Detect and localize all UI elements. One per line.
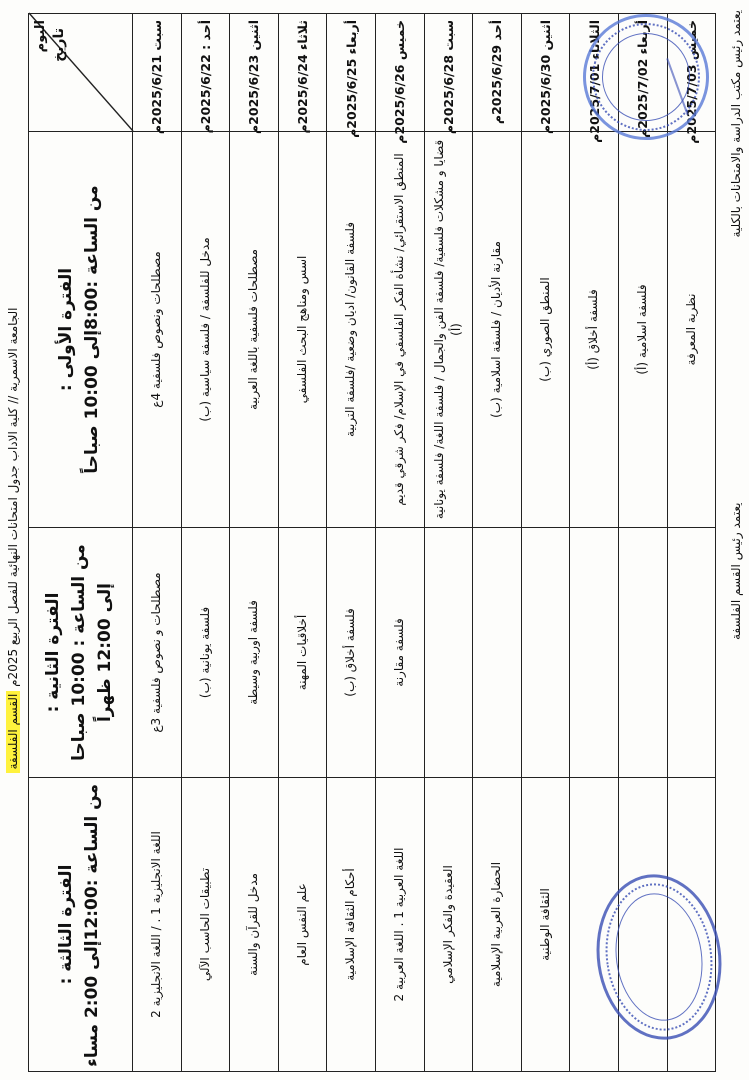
exams-office-signature: يعتمد رئيس مكتب الدراسة والامتحانات بالكلية xyxy=(729,10,743,238)
header-day-label: اليوم xyxy=(33,20,48,53)
row-date: اثنين 2025/6/30م xyxy=(521,14,570,132)
period-1-exam: فلسفة القانون/ اديان وضعية /فلسفة التربية xyxy=(327,132,376,528)
period-2-exam xyxy=(618,528,667,778)
period-2-exam: أخلاقيات المهنة xyxy=(278,528,327,778)
table-header-row xyxy=(29,14,133,1072)
header-period-1: الفترة الأولى : من الساعة :8:00إلى 10:00 صباحاً xyxy=(29,132,133,528)
table-row xyxy=(424,14,473,1072)
title-schedule: جدول امتحانات النهائية للفصل الربيع 2025م xyxy=(6,465,20,687)
row-date: اثنين 2025/6/23م xyxy=(230,14,279,132)
period-2-exam: فلسفة مقارنة xyxy=(375,528,424,778)
table-row xyxy=(181,14,230,1072)
period-2-exam xyxy=(667,528,716,778)
row-date: سبت 2025/6/28م xyxy=(424,14,473,132)
period-3-exam: تطبيقات الحاسب الآلي xyxy=(181,778,230,1072)
row-date: أحد : 2025/6/22م xyxy=(181,14,230,132)
period-3-exam: اللغة العربية 1 . اللغة العربية 2 xyxy=(375,778,424,1072)
table-row xyxy=(327,14,376,1072)
period-1-exam: مدخل للفلسفة / فلسفة سياسية (ب) xyxy=(181,132,230,528)
period-3-exam: أحكام الثقافة الإسلامية xyxy=(327,778,376,1072)
period-2-exam: فلسفة يونانية (ب) xyxy=(181,528,230,778)
row-date: ثلاثاء 2025/6/24م xyxy=(278,14,327,132)
period-1-exam: مصطلحات ونصوص فلسفية 4ع xyxy=(133,132,182,528)
period-3-exam: الثقافة الوطنية xyxy=(521,778,570,1072)
table-row xyxy=(375,14,424,1072)
period-1-exam: فلسفة اسلامية (أ) xyxy=(618,132,667,528)
period-2-exam xyxy=(521,528,570,778)
table-row xyxy=(521,14,570,1072)
header-date xyxy=(29,14,133,132)
period-3-exam: الحضارة العربية الإسلامية xyxy=(473,778,522,1072)
row-date: سبت 2025/6/21م xyxy=(133,14,182,132)
period-3-exam: اللغة الانجليزية 1 . / اللغة الانجليزية 2 xyxy=(133,778,182,1072)
department-head-signature: يعتمد رئيس القسم الفلسفة xyxy=(729,502,743,640)
period-1-exam: المنطق الاستقرائي/ نشأة الفكر الفلسفي في الإسلام/ فكر شرقي قديم xyxy=(375,132,424,528)
row-date: الثلاثاء 2025/7/01م xyxy=(570,14,619,132)
period-1-exam: قضايا و مشكلات فلسفية/ فلسفة الفن والجمال / فلسفة اللغة/ فلسفة يونانية (أ) xyxy=(424,132,473,528)
period-2-exam xyxy=(424,528,473,778)
period-2-exam xyxy=(473,528,522,778)
header-period-2: الفترة الثانية : من الساعة : 10:00 صباحا إلى 12:00 ظهراً xyxy=(29,528,133,778)
header-date-label: تاريخ xyxy=(51,28,67,62)
table-row xyxy=(230,14,279,1072)
table-row xyxy=(278,14,327,1072)
header-period-3: الفترة الثالثة : من الساعة :12:00إلى 2:00 مساء xyxy=(29,778,133,1072)
page-title xyxy=(6,20,20,1060)
row-date: أربعاء 2025/7/02م xyxy=(618,14,667,132)
period-2-exam: فلسفة اوربية وسيطة xyxy=(230,528,279,778)
period-3-exam: مدخل للقرآن والسنة xyxy=(230,778,279,1072)
table-row xyxy=(133,14,182,1072)
period-2-exam: فلسفة أخلاق (ب) xyxy=(327,528,376,778)
period-1-exam: مصطلحات فلسفية باللغة العربية xyxy=(230,132,279,528)
period-1-exam: مقارنة الأديان / فلسفة اسلامية (ب) xyxy=(473,132,522,528)
period-1-exam: اسس ومناهج البحث الفلسفي xyxy=(278,132,327,528)
period-1-exam: نظرية المعرفة xyxy=(667,132,716,528)
period-3-exam: العقيدة والفكر الإسلامي xyxy=(424,778,473,1072)
row-date: أربعاء 2025/6/25م xyxy=(327,14,376,132)
period-3-exam: علم النفس العام xyxy=(278,778,327,1072)
table-row xyxy=(473,14,522,1072)
period-1-exam: المنطق الصوري (ب) xyxy=(521,132,570,528)
title-department-highlight: القسم الفلسفة xyxy=(6,691,20,773)
row-date: خميس 2025/6/26م xyxy=(375,14,424,132)
period-2-exam: مصطلحات و نصوص فلسفية 3ع xyxy=(133,528,182,778)
period-1-exam: فلسفة أخلاق (أ) xyxy=(570,132,619,528)
title-university: الجامعة الاسمرية // كلية الاداب xyxy=(6,307,20,462)
row-date: أحد 2025/6/29م xyxy=(473,14,522,132)
row-date: خميس 2025/7/03م xyxy=(667,14,716,132)
period-2-exam xyxy=(570,528,619,778)
